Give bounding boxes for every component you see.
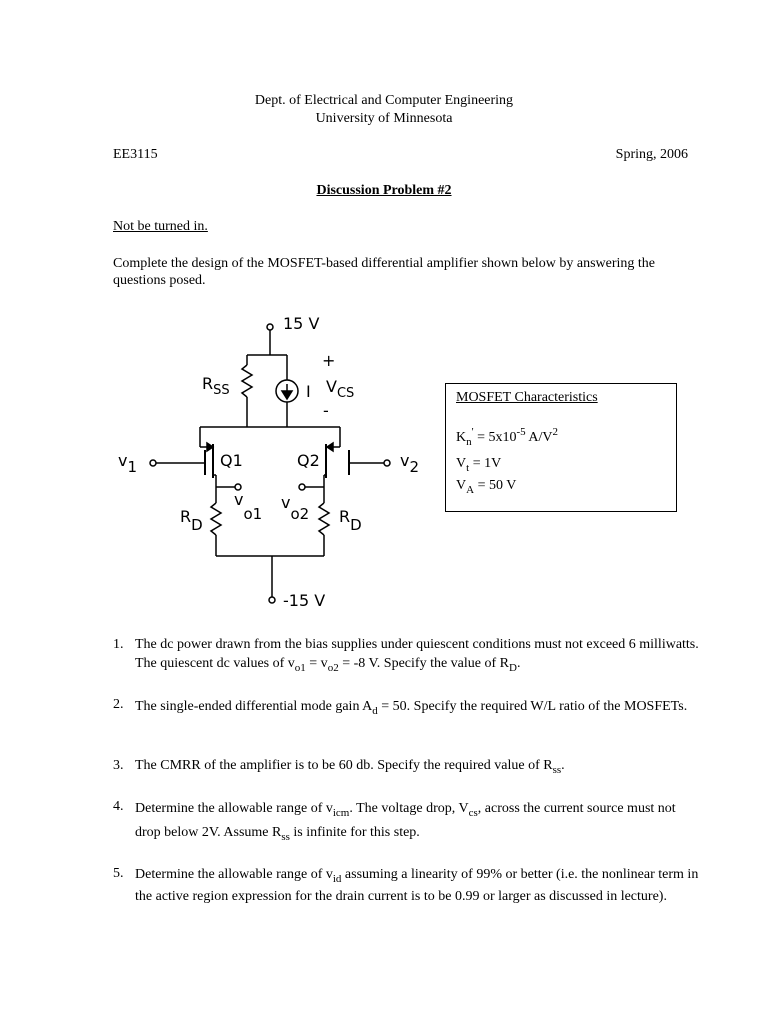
current-label: I [306,382,311,401]
vss-label: -15 V [283,591,326,610]
notice: Not be turned in. [113,219,208,234]
course-code: EE3115 [113,147,158,162]
rss-label: $R_{SS}$ [202,374,230,398]
rd-right-label: RD [339,507,362,534]
term: Spring, 2006 [615,147,688,162]
vdd-terminal [267,324,273,330]
vcs-minus: - [323,401,329,420]
va-parameter: $V_A = 50$ V [456,478,517,496]
rd-left-resistor [211,503,221,535]
vcs-label: $V_{CS}$ [326,377,355,401]
document-title: Discussion Problem #2 [316,183,452,198]
v1-label: v1 [118,451,138,476]
vt-parameter: $V_t = 1V$ [456,456,502,474]
vo2-terminal [299,484,305,490]
v2-terminal [384,460,390,466]
rd-left-label: RD [180,507,203,534]
rss-resistor [242,365,252,397]
mosfet-characteristics-box [445,383,677,512]
v2-label: v2 [400,451,420,476]
vo2-label: vo2 [281,493,310,523]
q2-label: Q2 [297,451,320,470]
vcs-plus: + [322,351,336,370]
q1-label: Q1 [220,451,243,470]
university-name: University of Minnesota [315,111,453,126]
vo1-label: vo1 [234,490,263,523]
current-arrow [282,391,292,399]
vdd-label: 15 V [283,314,320,333]
intro-paragraph: Complete the design of the MOSFET-based differential amplifier shown below by answering the questions posed. [113,256,656,288]
kn-parameter: $K_n' = 5x10^{-5}$ $A/V^2$ [456,426,559,448]
v1-terminal [150,460,156,466]
department-name: Dept. of Electrical and Computer Engineering [254,93,514,108]
vss-terminal [269,597,275,603]
mosfet-box-title: MOSFET Characteristics [456,390,598,405]
rd-right-resistor [319,503,329,535]
